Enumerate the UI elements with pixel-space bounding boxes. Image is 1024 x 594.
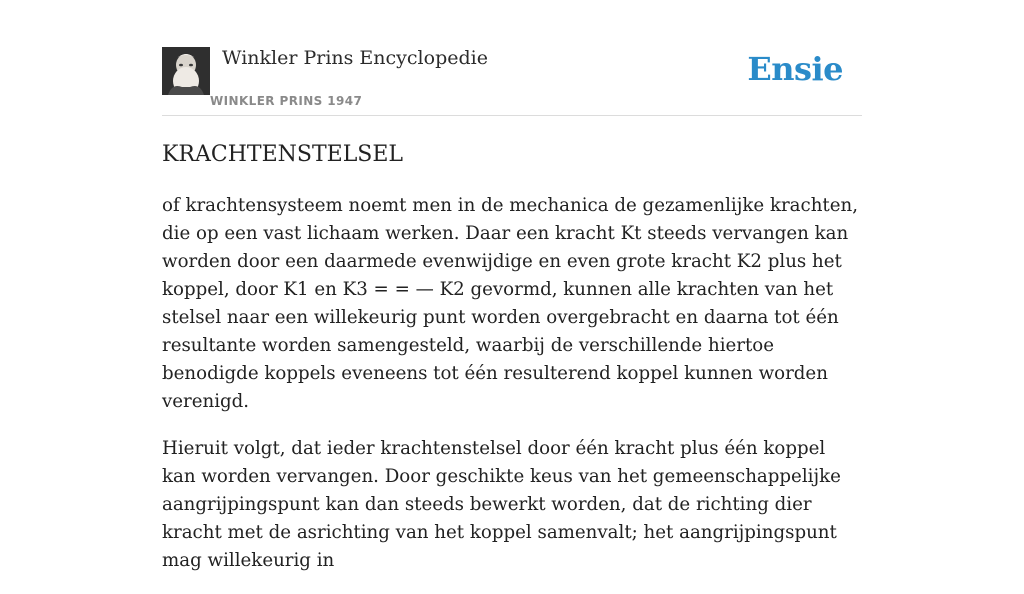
author-avatar[interactable] (162, 47, 210, 95)
article-paragraph: Hieruit volgt, dat ieder krachtenstelsel door één kracht plus één koppel kan worden vervangen. Door geschikte keus van het gemeenschappelijke aangrijpingspunt kan dan steeds bewerkt worden, dat de richting dier kracht met de asrichting van het koppel samenvalt; het aangrijpingspunt mag willekeurig in (162, 438, 841, 571)
article-paragraph: of krachtensysteem noemt men in de mechanica de gezamenlijke krachten, die op een vast lichaam werken. Daar een kracht Kt steeds vervangen kan worden door een daarmede evenwijdige en even grote kracht K2 plus het koppel, door K1 en K3 = = — K2 gevormd, kunnen alle krachten van het stelsel naar een willekeurig punt worden overgebracht en daarna tot één resultante worden samengesteld, waarbij de verschillende hiertoe benodigde koppels eveneens tot één resulterend koppel kunnen worden verenigd. (162, 195, 858, 412)
source-edition-label: WINKLER PRINS 1947 (210, 94, 363, 108)
source-name-link[interactable]: Winkler Prins Encyclopedie (222, 47, 488, 69)
article-title: KRACHTENSTELSEL (162, 142, 404, 167)
source-header (162, 0, 862, 116)
portrait-icon (162, 47, 210, 95)
brand-logo[interactable]: Ensie (747, 50, 843, 88)
article-body (162, 192, 862, 594)
page (162, 0, 862, 571)
